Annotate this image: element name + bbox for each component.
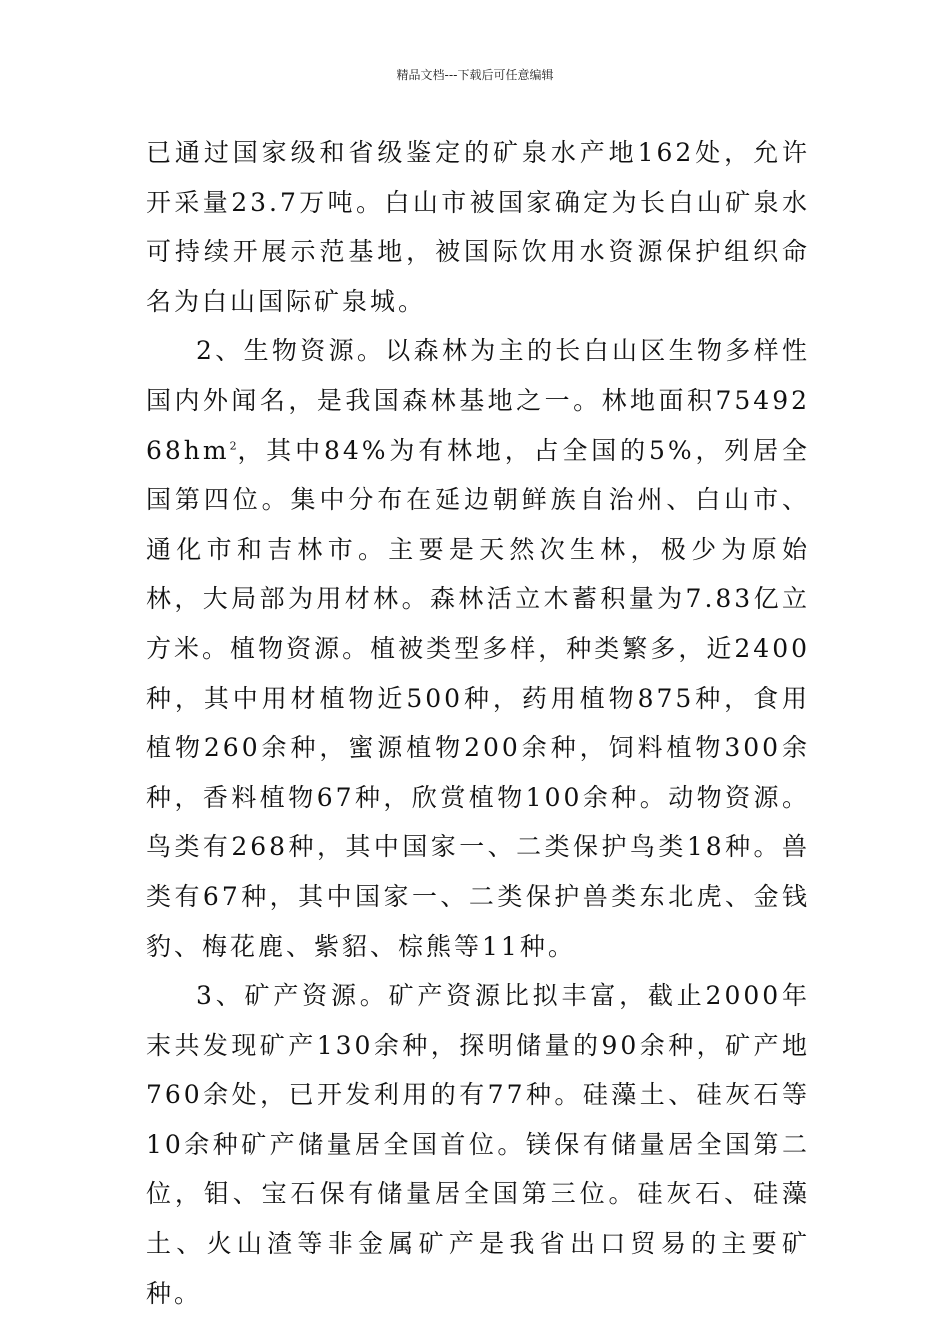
superscript-square: 2: [229, 439, 237, 453]
paragraph-mineral-water: 已通过国家级和省级鉴定的矿泉水产地162处，允许开采量23.7万吨。白山市被国家确定为长白山矿泉水可持续开展示范基地，被国际饮用水资源保护组织命名为白山国际矿泉城。: [146, 138, 810, 316]
paragraph-biological-resources: [146, 326, 810, 971]
page-header: 精品文档---下载后可任意编辑: [396, 68, 554, 82]
paragraph-biological-resources-part-a: 2、生物资源。以森林为主的长白山区生物多样性国内外闻名，是我国森林基地之一。林地面积7549268hm: [146, 336, 810, 465]
paragraph-mineral-resources: 3、矿产资源。矿产资源比拟丰富，截止2000年末共发现矿产130余种，探明储量的90余种，矿产地760余处，已开发利用的有77种。硅藻土、硅灰石等10余种矿产储量居全国首位。镁保有储量居全国第二位，钼、宝石保有储量居全国第三位。硅灰石、硅藻土、火山渣等非金属矿产是我省出口贸易的主要矿种。: [146, 981, 810, 1308]
document-body: [146, 128, 810, 1318]
paragraph-biological-resources-part-b: ，其中84%为有林地，占全国的5%，列居全国第四位。集中分布在延边朝鲜族自治州、白山市、通化市和吉林市。主要是天然次生林，极少为原始林，大局部为用材林。森林活立木蓄积量为7.83亿立方米。植物资源。植被类型多样，种类繁多，近2400种，其中用材植物近500种，药用植物875种，食用植物260余种，蜜源植物200余种，饲料植物300余种，香料植物67种，欣赏植物100余种。动物资源。鸟类有268种，其中国家一、二类保护鸟类18种。兽类有67种，其中国家一、二类保护兽类东北虎、金钱豹、梅花鹿、紫貂、棕熊等11种。: [146, 435, 810, 961]
